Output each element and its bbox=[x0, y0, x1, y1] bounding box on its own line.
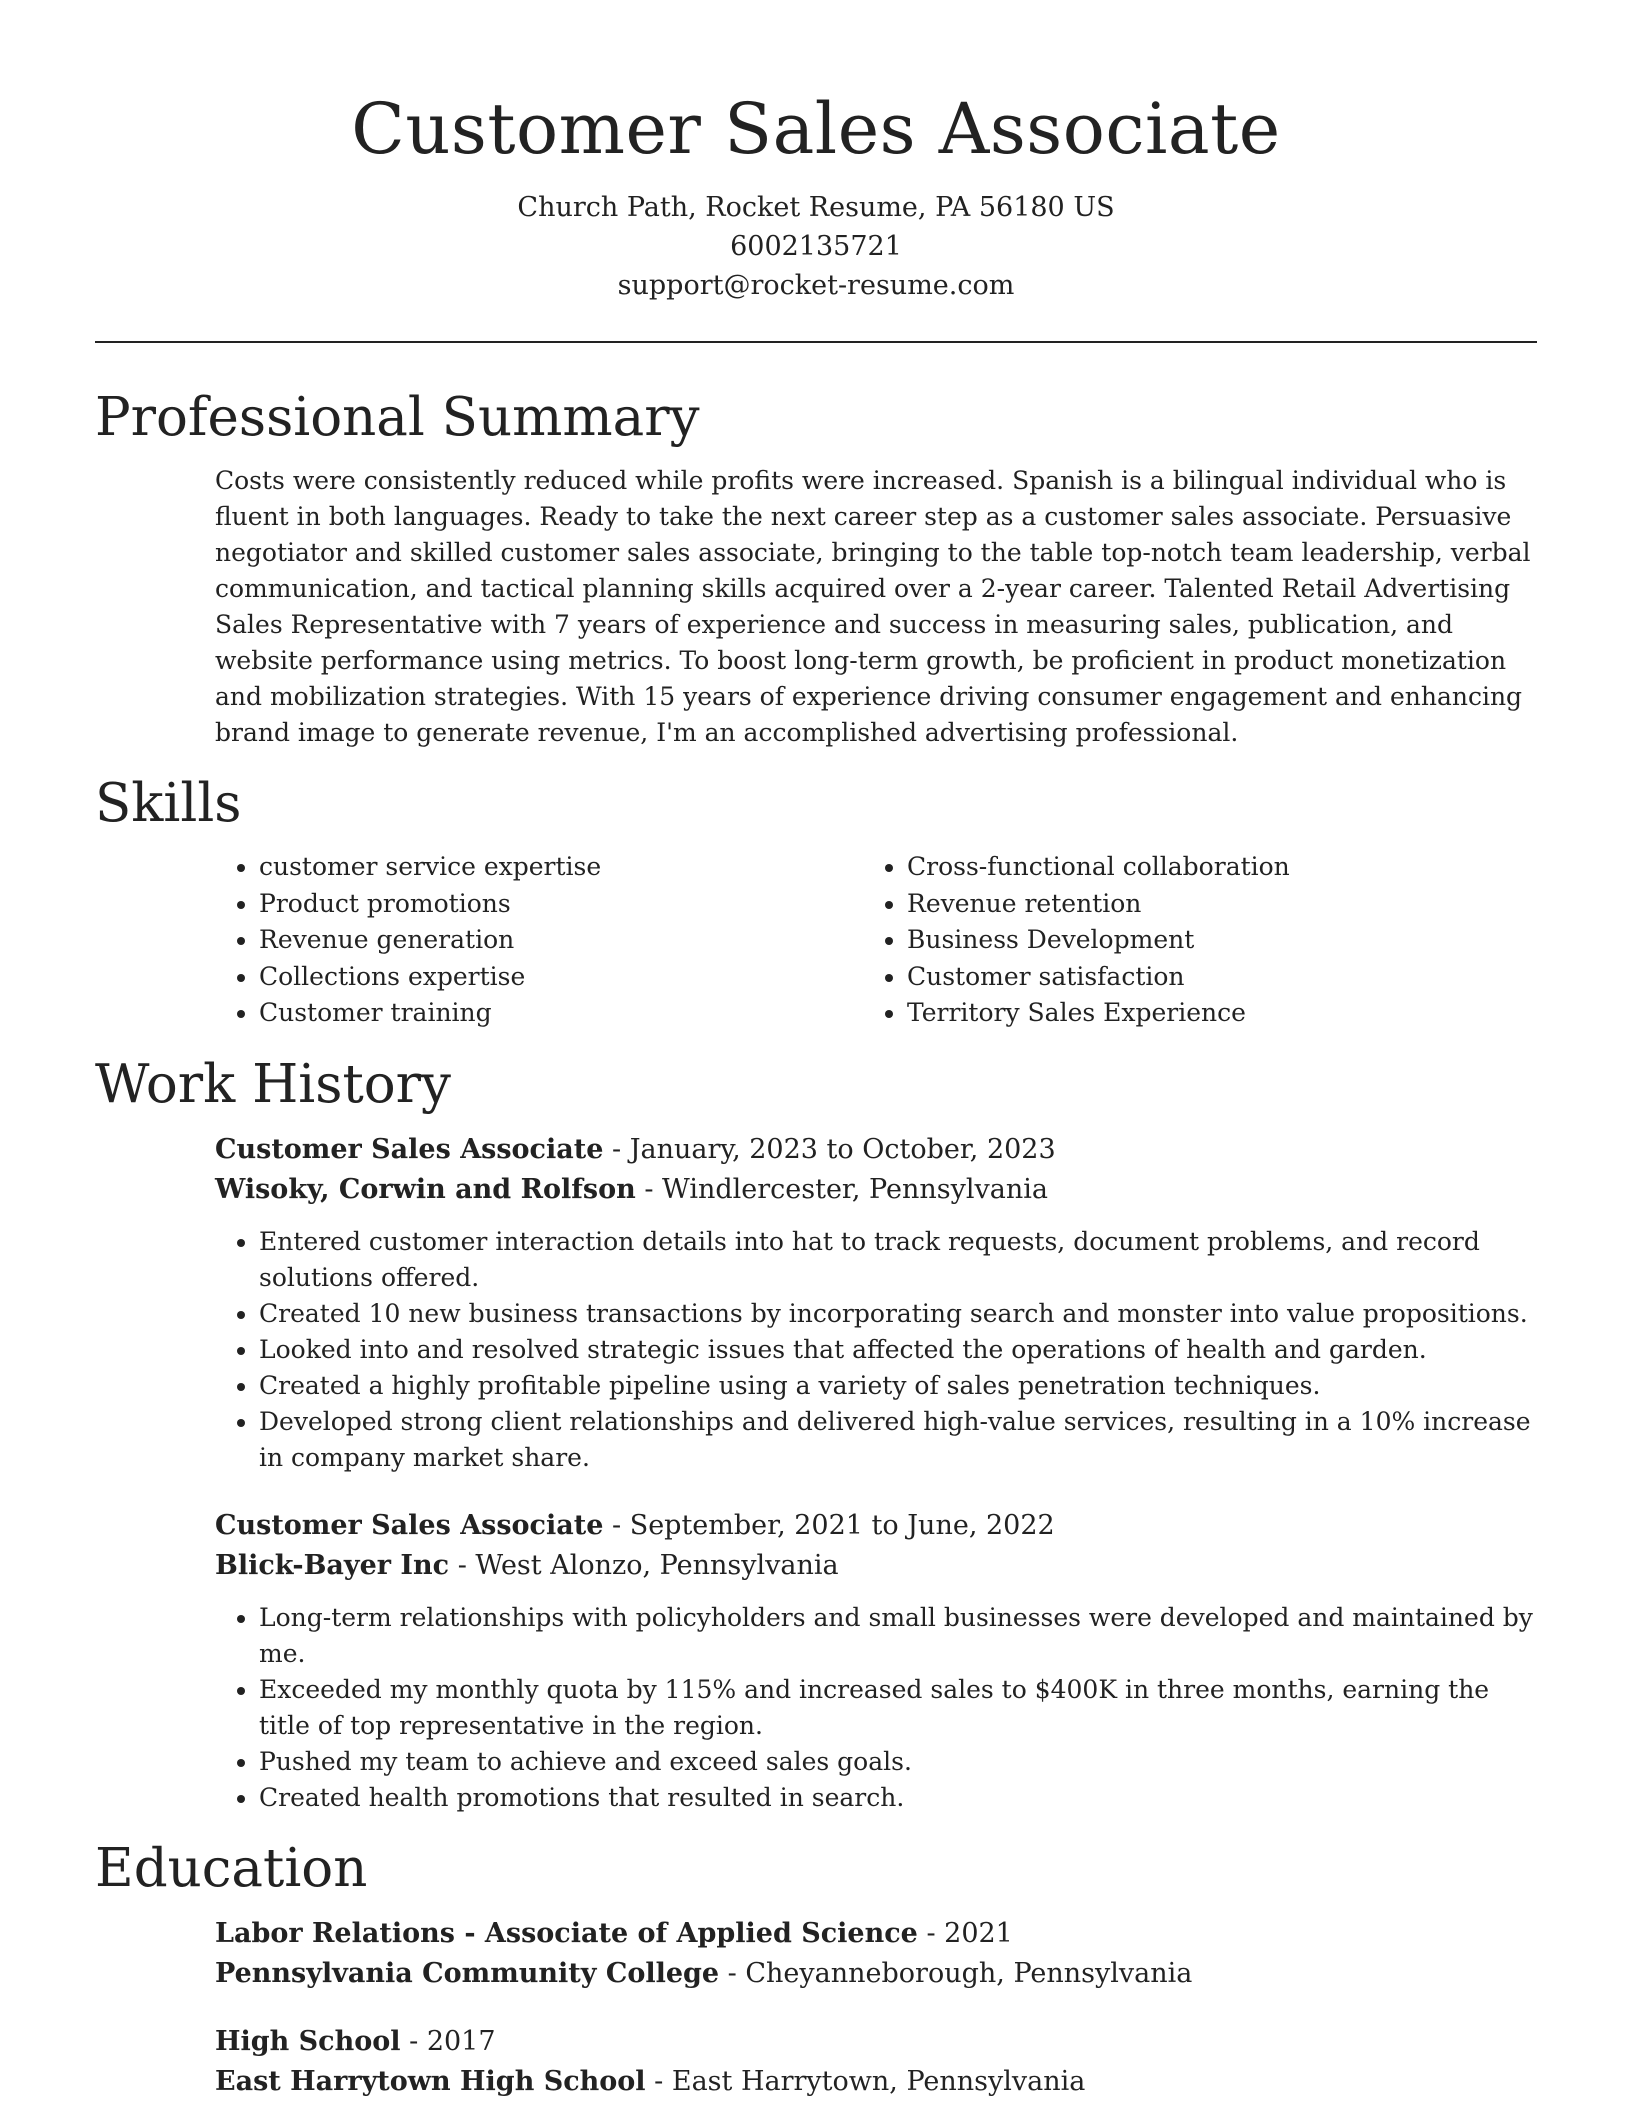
email: support@rocket-resume.com bbox=[617, 270, 1015, 301]
job-location: - West Alonzo, Pennsylvania bbox=[449, 1549, 839, 1581]
skill-item: • Business Development bbox=[907, 922, 1507, 959]
education-section bbox=[95, 1834, 1537, 2102]
summary-text: Costs were consistently reduced while profits were increased. Spanish is a bilingual individual who is fluent in both languages. Ready to take the next career step as a customer sales associate. Persuasive negotiator and skilled customer sales associate, bringing to the table top-notch team leadership, verbal communication, and tactical planning skills acquired over a 2-year career. Talented Retail Advertising Sales Representative with 7 years of experience and success in measuring sales, publication, and website performance using metrics. To boost long-term growth, be proficient in product monetization and mobilization strategies. With 15 years of experience driving consumer engagement and enhancing brand image to generate revenue, I'm an accomplished advertising professional. bbox=[215, 466, 1531, 747]
education-school-line bbox=[215, 2062, 1537, 2102]
skill-item: • Customer training bbox=[259, 995, 859, 1032]
job-company: Wisoky, Corwin and Rolfson bbox=[215, 1173, 636, 1205]
work-history-title: Work History bbox=[95, 1053, 451, 1115]
education-school-line bbox=[215, 1954, 1537, 1994]
education-year: - 2021 bbox=[917, 1917, 1013, 1949]
job-company-line bbox=[215, 1170, 1537, 1210]
job-bullet: • Exceeded my monthly quota by 115% and increased sales to $400K in three months, earning the title of top representative in the region. bbox=[259, 1672, 1537, 1744]
job-bullet: • Created a highly profitable pipeline using a variety of sales penetration techniques. bbox=[259, 1368, 1537, 1404]
job-entry bbox=[95, 1130, 1537, 1476]
education-degree: Labor Relations - Associate of Applied Science bbox=[215, 1917, 918, 1949]
skill-item: • Revenue retention bbox=[907, 886, 1507, 923]
education-school: East Harrytown High School bbox=[215, 2065, 646, 2097]
job-dates: - January, 2023 to October, 2023 bbox=[603, 1133, 1056, 1165]
education-degree: High School bbox=[215, 2025, 401, 2057]
candidate-name: Customer Sales Associate bbox=[351, 88, 1281, 170]
education-degree-line bbox=[215, 1914, 1537, 1954]
skill-item: • Collections expertise bbox=[259, 959, 859, 996]
job-bullets bbox=[215, 1600, 1537, 1816]
job-bullet: • Developed strong client relationships and delivered high-value services, resulting in a 10% increase in company market share. bbox=[259, 1404, 1537, 1476]
job-company-line bbox=[215, 1546, 1537, 1586]
phone: 6002135721 bbox=[730, 231, 902, 262]
header-divider bbox=[95, 341, 1537, 343]
summary-title: Professional Summary bbox=[95, 387, 700, 448]
summary-section bbox=[95, 383, 1537, 751]
job-dates: - September, 2021 to June, 2022 bbox=[603, 1509, 1055, 1541]
job-bullet: • Created health promotions that resulted in search. bbox=[259, 1780, 1537, 1816]
work-history-section bbox=[95, 1050, 1537, 1816]
job-location: - Windlercester, Pennsylvania bbox=[635, 1173, 1048, 1205]
skill-item: • customer service expertise bbox=[259, 849, 859, 886]
job-company: Blick-Bayer Inc bbox=[215, 1549, 450, 1581]
skills-columns bbox=[95, 849, 1537, 1032]
education-entry bbox=[95, 1914, 1537, 1994]
job-bullet: • Created 10 new business transactions by incorporating search and monster into value propositions. bbox=[259, 1296, 1537, 1332]
job-bullet: • Pushed my team to achieve and exceed sales goals. bbox=[259, 1744, 1537, 1780]
skill-item: • Cross-functional collaboration bbox=[907, 849, 1507, 886]
education-location: - East Harrytown, Pennsylvania bbox=[645, 2065, 1086, 2097]
skill-item: • Customer satisfaction bbox=[907, 959, 1507, 996]
skills-section bbox=[95, 769, 1537, 1032]
job-title-line bbox=[215, 1506, 1537, 1546]
contact-info bbox=[95, 188, 1537, 305]
skill-item: • Territory Sales Experience bbox=[907, 995, 1507, 1032]
skill-item: • Revenue generation bbox=[259, 922, 859, 959]
job-bullet: • Long-term relationships with policyholders and small businesses were developed and maintained by me. bbox=[259, 1600, 1537, 1672]
education-entry bbox=[95, 2022, 1537, 2102]
education-location: - Cheyanneborough, Pennsylvania bbox=[719, 1957, 1193, 1989]
skills-title: Skills bbox=[95, 773, 242, 834]
skills-list-right bbox=[859, 849, 1507, 1032]
education-year: - 2017 bbox=[400, 2025, 496, 2057]
job-bullet: • Entered customer interaction details into hat to track requests, document problems, and record solutions offered. bbox=[259, 1224, 1537, 1296]
job-role: Customer Sales Associate bbox=[215, 1509, 604, 1541]
resume-header bbox=[95, 0, 1537, 305]
job-title-line bbox=[215, 1130, 1537, 1170]
job-entry bbox=[95, 1506, 1537, 1816]
address: Church Path, Rocket Resume, PA 56180 US bbox=[517, 192, 1115, 223]
education-school: Pennsylvania Community College bbox=[215, 1957, 720, 1989]
education-degree-line bbox=[215, 2022, 1537, 2062]
job-bullets bbox=[215, 1224, 1537, 1476]
skill-item: • Product promotions bbox=[259, 886, 859, 923]
skills-list-left bbox=[215, 849, 859, 1032]
job-role: Customer Sales Associate bbox=[215, 1133, 604, 1165]
job-bullet: • Looked into and resolved strategic issues that affected the operations of health and garden. bbox=[259, 1332, 1537, 1368]
education-title: Education bbox=[95, 1837, 368, 1899]
